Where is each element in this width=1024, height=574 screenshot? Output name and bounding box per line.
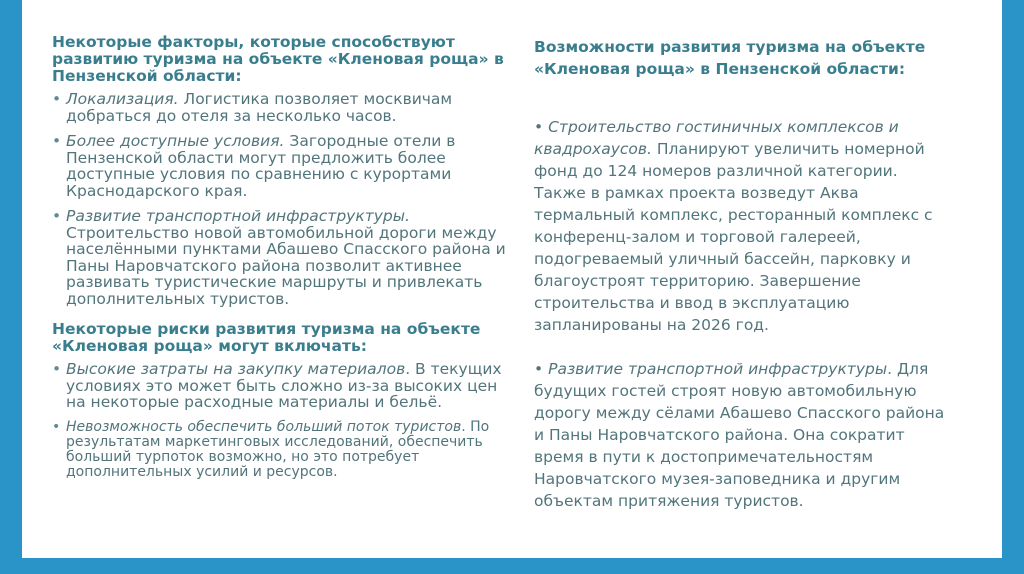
factors-heading: Некоторые факторы, которые способствуют развитию туризма на объекте «Кленовая роща» в Пензенской области:	[52, 33, 504, 85]
risk-title: Невозможность обеспечить больший поток туристов	[66, 418, 462, 435]
factor-text: Строительство новой автомобильной дороги между населёнными пунктами Абашево Спасского района и Паны Наровчатского района позволит активнее развивать туристические маршруты и привлекать дополнительных туристов.	[66, 223, 506, 308]
frame-bottom	[0, 558, 1024, 574]
opportunity-item	[534, 358, 954, 512]
risk-item	[52, 420, 508, 480]
bullet-marker: •	[534, 118, 544, 136]
risk-text: . По результатам маркетинговых исследований, обеспечить больший турпоток возможно, но это потребует дополнительных усилий и ресурсов.	[66, 418, 490, 480]
risk-text: . В текущих условиях это может быть сложно из-за высоких цен на некоторые расходные материалы и бельё.	[66, 360, 502, 411]
risks-heading: Некоторые риски развития туризма на объекте «Кленовая роща» могут включать:	[52, 320, 481, 355]
opportunity-text: Планируют увеличить номерной фонд до 124 номеров различной категории. Также в рамках проекта возведут Аква термальный комплекс, ресторанный комплекс с конференц-залом и торговой галереей, подогреваемый уличный бассейн, парковку и благоустроят территорию. Завершение строительства и ввод в эксплуатацию запланированы на 2026 год.	[534, 140, 933, 334]
risks-list	[52, 361, 508, 411]
factor-item	[52, 91, 508, 124]
risk-item	[52, 361, 508, 411]
factor-title: Более доступные условия.	[66, 132, 285, 150]
frame-right	[1002, 0, 1024, 574]
risk-title: Высокие затраты на закупку материалов	[66, 360, 406, 378]
factors-list	[52, 91, 508, 307]
frame-left	[0, 0, 22, 574]
factor-title: Локализация.	[66, 90, 179, 108]
factor-item	[52, 208, 508, 307]
opportunity-title: Строительство гостиничных комплексов и квадрохаусов.	[534, 118, 899, 158]
opportunity-item	[534, 116, 954, 336]
opportunity-text: . Для будущих гостей строят новую автомобильную дорогу между сёлами Абашево Спасского района и Паны Наровчатского района. Она сократит время в пути к достопримечательностям Наровчатского музея-заповедника и другим объектам притяжения туристов.	[534, 360, 945, 510]
right-column	[534, 28, 954, 512]
opportunities-heading: Возможности развития туризма на объекте «Кленовая роща» в Пензенской области:	[534, 38, 926, 78]
bullet-marker: •	[534, 360, 544, 378]
risks-list-continued	[52, 420, 508, 480]
factor-title: Развитие транспортной инфраструктуры.	[66, 207, 410, 225]
left-column	[52, 28, 508, 489]
factor-text: Загородные отели в Пензенской области могут предложить более доступные условия по сравнению с курортами Краснодарского края.	[66, 132, 456, 200]
factor-item	[52, 133, 508, 199]
opportunity-title: Развитие транспортной инфраструктуры	[548, 360, 888, 378]
factor-text: Логистика позволяет москвичам добраться до отеля за несколько часов.	[66, 90, 453, 125]
